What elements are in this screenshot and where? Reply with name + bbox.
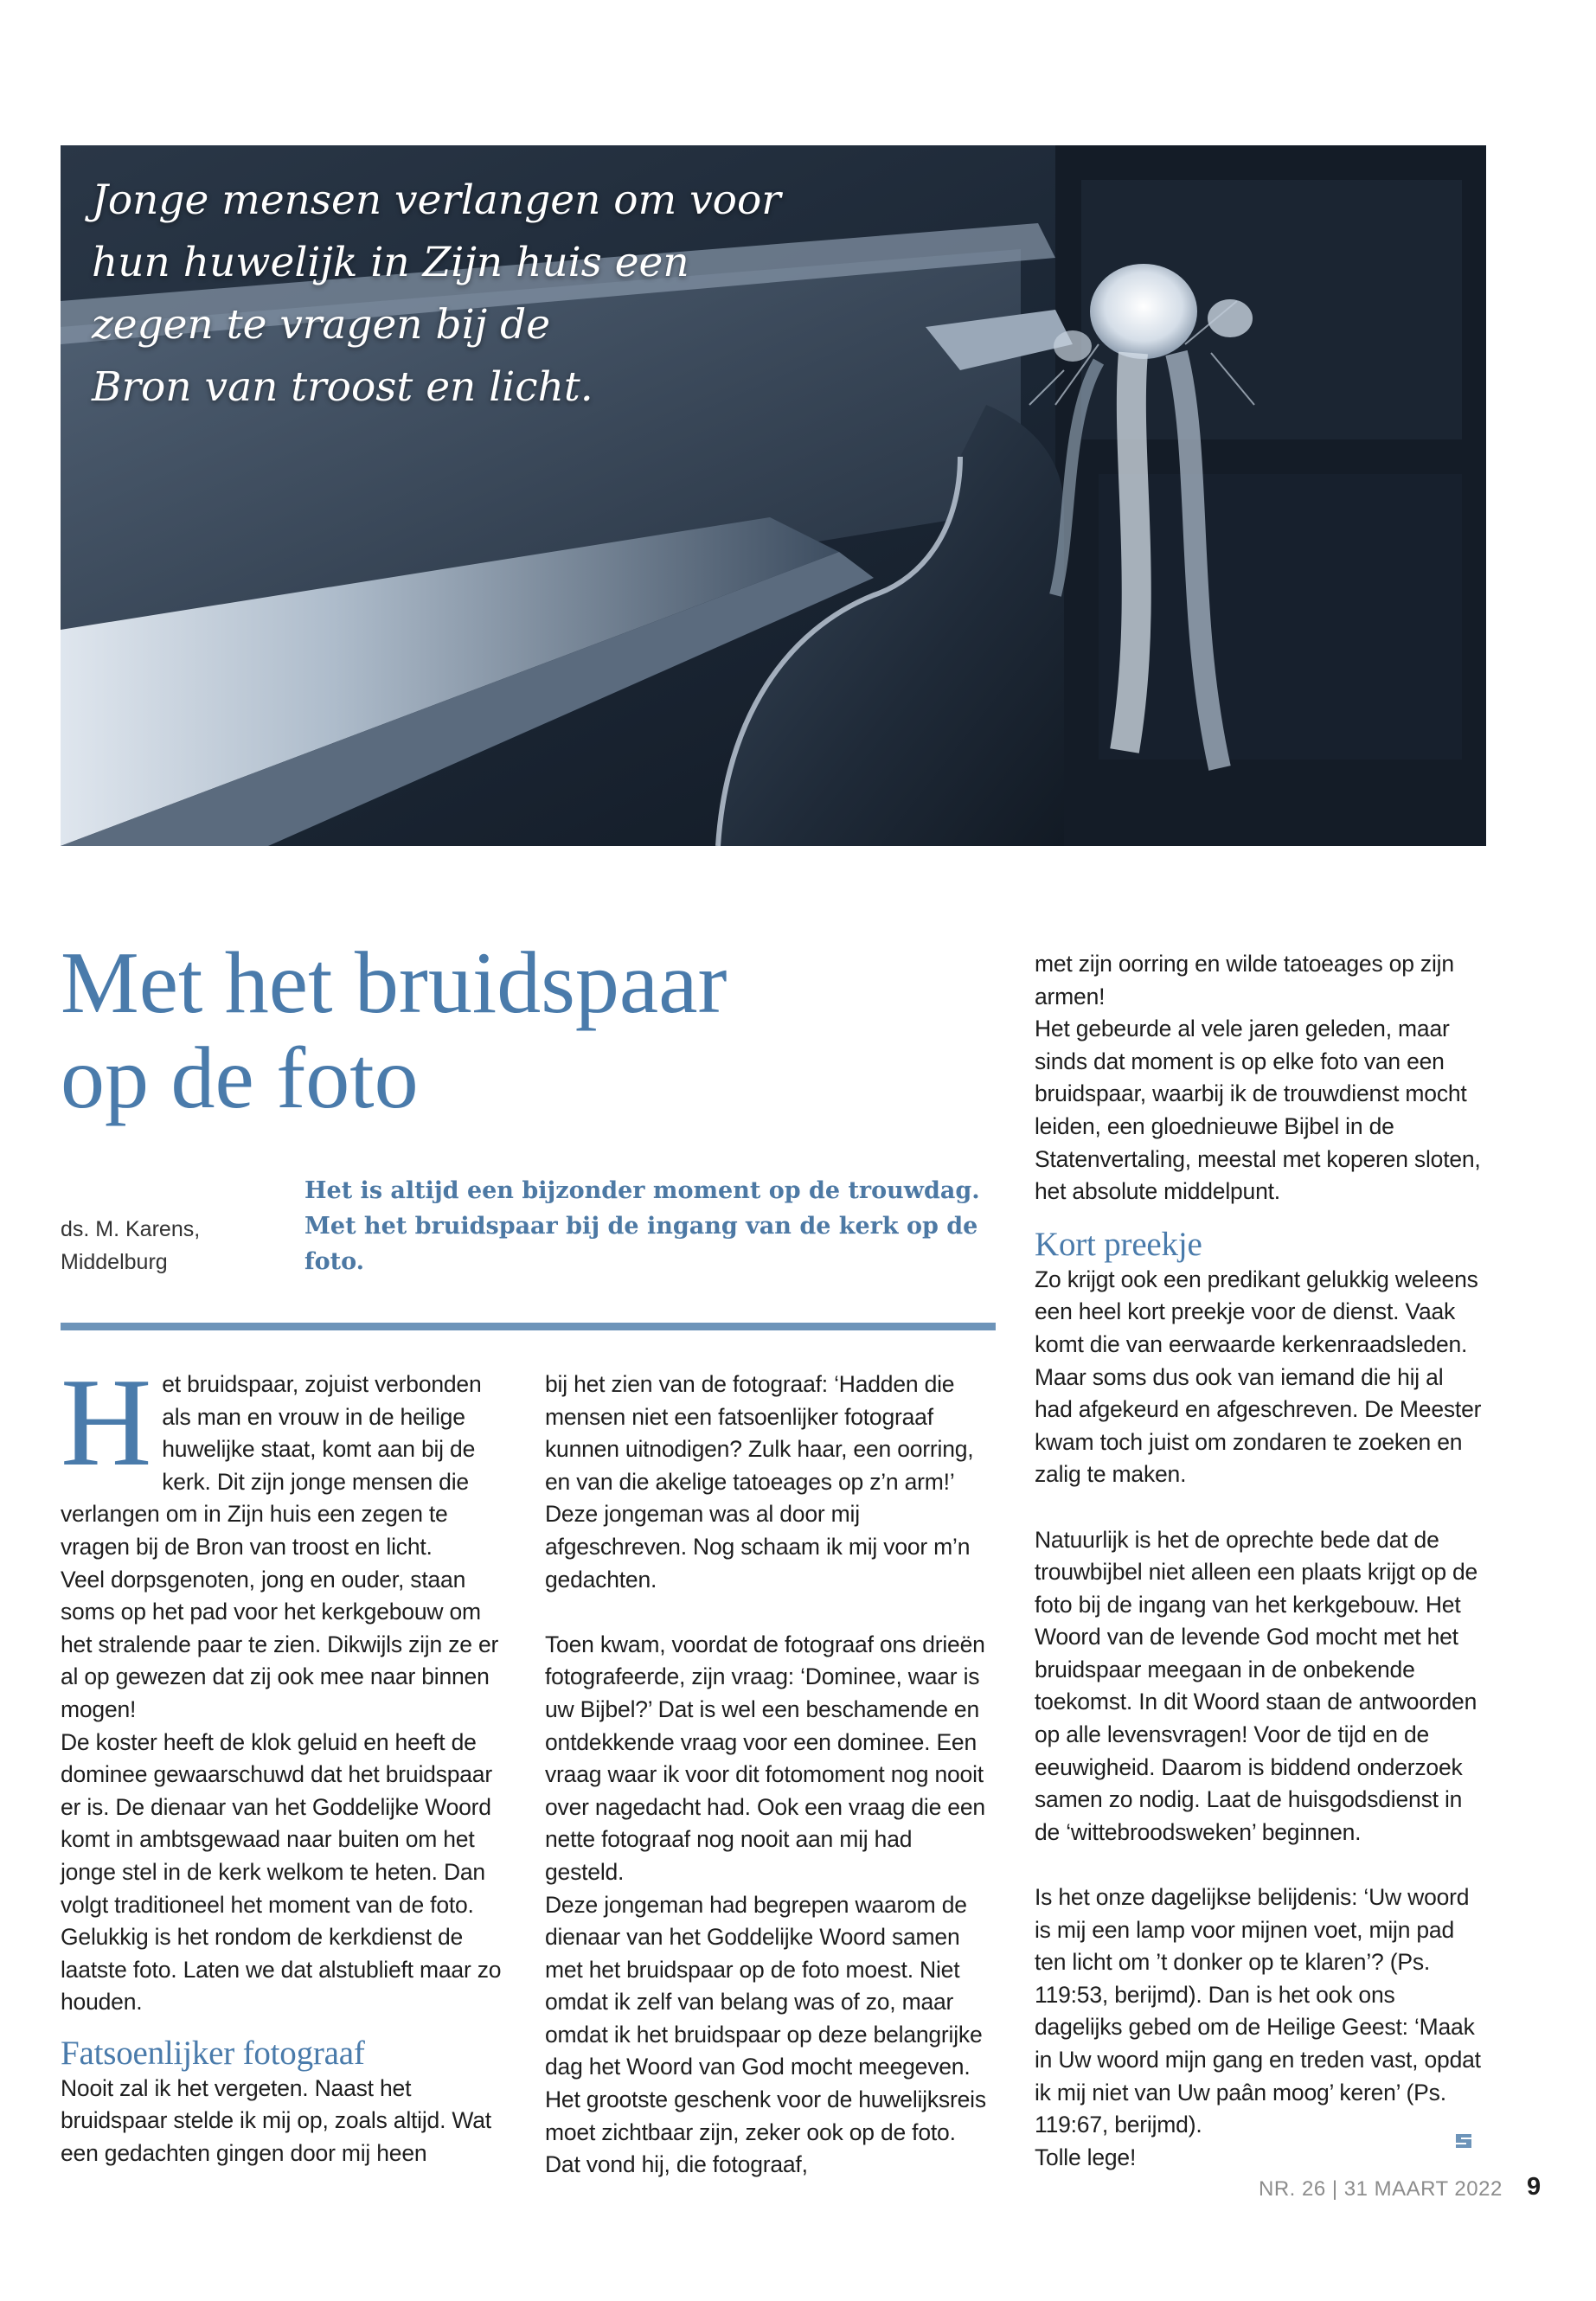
paragraph [61,1352,510,1564]
divider-rule [61,1323,996,1330]
paragraph: Veel dorpsgenoten, jong en ouder, staan soms op het pad voor het kerkgebouw om het stralende paar te zien. Dikwijls zijn ze er al op gewezen dat zij ook mee naar binnen mogen! [61,1566,499,1722]
paragraph: Tolle lege! [1035,2144,1137,2170]
author-byline: ds. M. Karens, Middelburg [61,1217,201,1274]
subheading: Kort preekje [1035,1225,1202,1263]
paragraph: Het gebeurde al vele jaren geleden, maar sinds dat moment is op elke foto van een bruidspaar, waarbij ik de trouwdienst mocht leiden, een gloednieuwe Bijbel in de Statenvertaling, meestal met koperen sloten, het absolute middelpunt. [1035,1016,1481,1205]
end-mark-icon [1453,2131,1474,2151]
drop-cap: H [61,1352,152,1492]
column-3 [1035,948,1484,2174]
hero-photo [61,145,1486,846]
column-2 [545,1368,995,2182]
paragraph: Deze jongeman had begrepen waarom de dienaar van het Goddelijke Woord samen met het bruidspaar op de foto moest. Niet omdat ik zelf van belang was of zo, maar omdat ik het bruidspaar op deze belangrijke dag het Woord van God mocht meegeven. Het grootste geschenk voor de huwelijksreis moet zichtbaar zijn, zeker ook op de foto. Dat vond hij, die fotograaf, [545,1891,986,2178]
article-intro: Het is altijd een bijzonder moment op de trouwdag. Met het bruidspaar bij de ingang van de kerk op de foto. [304,1177,980,1275]
article-title: Met het bruidspaar op de foto [61,934,727,1127]
page-number: 9 [1527,2173,1542,2201]
paragraph: Nooit zal ik het vergeten. Naast het bruidspaar stelde ik mij op, zoals altijd. Wat een gedachten gingen door mij heen [61,2074,491,2167]
paragraph: bij het zien van de fotograaf: ‘Hadden die mensen niet een fatsoenlijker fotograaf kunnen uitnodigen? Zulk haar, een oorring, en van die akelige tatoeages op z’n arm!’ Deze jongeman was al door mij afgeschreven. Nog schaam ik mij voor m’n gedachten. [545,1371,974,1593]
paragraph: Toen kwam, voordat de fotograaf ons drieën fotografeerde, zijn vraag: ‘Dominee, waar is uw Bijbel?’ Dat is wel een beschamende en ontdekkende vraag voor een dominee. Een vraag waar ik voor dit fotomoment nog nooit over nagedacht had. Ook een vraag die een nette fotograaf nog nooit aan mij had gesteld. [545,1631,985,1885]
paragraph: Zo krijgt ook een predikant gelukkig weleens een heel kort preekje voor de dienst. Vaak komt die van eerwaarde kerkenraadsleden. Maar soms dus ook van iemand die hij al had afgekeurd en afgeschreven. De Meester kwam toch juist om zondaren te zoeken en zalig te maken. [1035,1266,1482,1488]
subheading: Fatsoenlijker fotograaf [61,2034,365,2072]
paragraph: met zijn oorring en wilde tatoeages op zijn armen! [1035,951,1454,1009]
paragraph: Is het onze dagelijkse belijdenis: ‘Uw woord is mij een lamp voor mijnen voet, mijn pad ten licht om ’t donker op te klaren’? (Ps. 119:53, berijmd). Dan is het ook ons dagelijks gebed om de Heilige Geest: ‘Maak in Uw woord mijn gang en treden vast, opdat ik mij niet van Uw paân moog’ keren’ (Ps. 119:67, berijmd). [1035,1884,1481,2138]
paragraph-text: et bruidspaar, zojuist verbonden als man en vrouw in de heilige huwelijke staat, komt aan bij de kerk. Dit zijn jonge mensen die verlangen om in Zijn huis een zegen te vragen bij de Bron van troost en licht. [61,1371,482,1560]
pull-quote: Jonge mensen verlangen om voor hun huwelijk in Zijn huis een zegen te vragen bij de Bron van troost en licht. [92,176,781,411]
column-1 [61,1352,510,2170]
issue-date: NR. 26 | 31 MAART 2022 [1259,2177,1503,2201]
paragraph: De koster heeft de klok geluid en heeft de dominee gewaarschuwd dat het bruidspaar er is. De dienaar van het Goddelijke Woord komt in ambtsgewaad naar buiten om het jonge stel in de kerk welkom te heten. Dan volgt traditioneel het moment van de foto. Gelukkig is het rondom de kerkdienst de laatste foto. Laten we dat alstublieft maar zo houden. [61,1728,502,2016]
paragraph: Natuurlijk is het de oprechte bede dat de trouwbijbel niet alleen een plaats krijgt op de foto bij de ingang van het kerkgebouw. Het Woord van de levende God mocht met het bruidspaar meegaan in de onbekende toekomst. In dit Woord staan de antwoorden op alle levensvragen! Voor de tijd en de eeuwigheid. Daarom is biddend onderzoek samen zo nodig. Laat de huisgodsdienst in de ‘wittebroodsweken’ beginnen. [1035,1526,1478,1845]
